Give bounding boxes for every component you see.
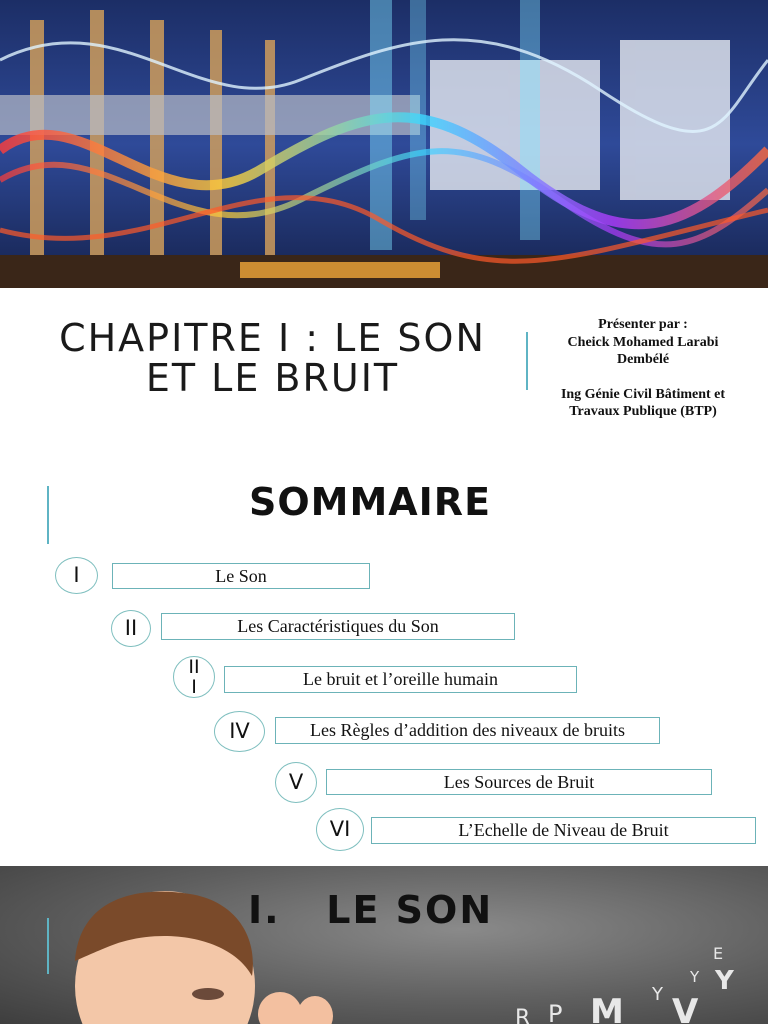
chapter-title: CHAPITRE I : LE SON ET LE BRUIT [59,316,486,400]
summary-divider [47,486,49,544]
summary-item-5[interactable] [326,769,712,795]
summary-item-4[interactable] [275,717,660,744]
item-number-4 [214,711,265,752]
item-number-5 [275,762,317,803]
item-number-3-text: II [188,656,200,678]
floating-letter-2: E [713,944,724,963]
summary-item-1-label: Le Son [215,566,267,586]
summary-item-2[interactable] [161,613,515,640]
item-number-3-text-line2: I [191,676,197,698]
floating-letter-1: Y [715,966,734,996]
floating-letter-7: P [548,1000,563,1024]
slide3-divider [47,918,49,974]
summary-item-2-label: Les Caractéristiques du Son [237,616,439,636]
item-number-2 [111,610,151,647]
item-number-1-text: I [73,563,80,587]
presenter-block [548,316,738,421]
presenter-name-line1: Cheick Mohamed Larabi [567,334,719,350]
presenter-role-line2: Travaux Publique (BTP) [569,404,717,419]
presenter-label: Présenter par : [598,317,688,332]
item-number-2-text: II [124,616,138,640]
summary-item-6[interactable] [371,817,756,844]
item-number-6 [316,808,364,851]
floating-letter-4: Y [652,984,663,1005]
item-number-6-text: VI [329,817,351,841]
title-divider [526,332,528,390]
item-number-4-text: IV [229,719,250,743]
summary-title: SOMMAIRE [248,480,492,524]
hero-image-sound-waves [0,0,768,288]
summary-item-3[interactable] [224,666,577,693]
presenter-role-line1: Ing Génie Civil Bâtiment et [560,386,726,402]
floating-letter-6: Y [690,968,700,986]
floating-letter-5: V [672,992,699,1024]
floating-letter-8: R [515,1006,531,1024]
presenter-name-line2: Dembélé [616,352,670,367]
floating-letter-3: M [590,992,624,1024]
item-number-3 [173,656,215,698]
summary-item-4-label: Les Règles d’addition des niveaux de bruits [310,720,625,740]
section-title-le-son: I. LE SON [248,888,494,932]
summary-item-6-label: L’Echelle de Niveau de Bruit [458,820,669,840]
item-number-5-text: V [288,770,304,794]
summary-item-3-label: Le bruit et l’oreille humain [303,669,498,689]
summary-item-5-label: Les Sources de Bruit [443,772,595,792]
item-number-1 [55,557,98,594]
summary-item-1[interactable] [112,563,370,589]
sound-waves-illustration [0,0,768,288]
